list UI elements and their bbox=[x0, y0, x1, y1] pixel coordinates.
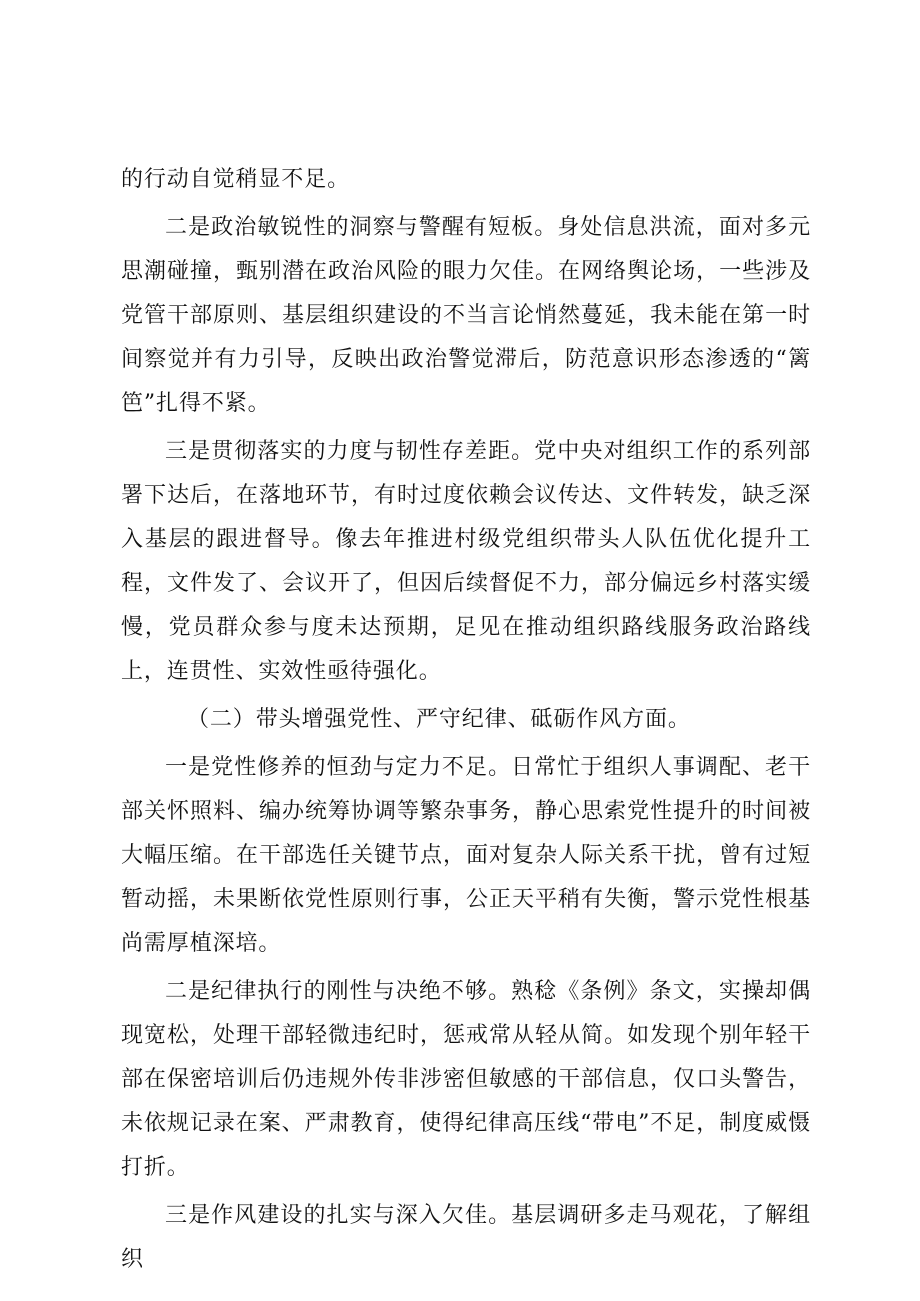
document-body bbox=[121, 158, 811, 1286]
paragraph-implementation: 三是贯彻落实的力度与韧性存差距。党中央对组织工作的系列部署下达后，在落地环节，有时过度依赖会议传达、文件转发，缺乏深入基层的跟进督导。像去年推进村级党组织带头人队伍优化提升工程，文件发了、会议开了，但因后续督促不力，部分偏远乡村落实缓慢，党员群众参与度未达预期，足见在推动组织路线服务政治路线上，连贯性、实效性亟待强化。 bbox=[121, 439, 811, 684]
paragraph-party-spirit: 一是党性修养的恒劲与定力不足。日常忙于组织人事调配、老干部关怀照料、编办统筹协调等繁杂事务，静心思索党性提升的时间被大幅压缩。在干部选任关键节点，面对复杂人际关系干扰，曾有过短暂动摇，未果断依党性原则行事，公正天平稍有失衡，警示党性根基尚需厚植深培。 bbox=[121, 755, 811, 956]
paragraph-continuation: 的行动自觉稍显不足。 bbox=[121, 167, 351, 192]
paragraph-political-sensitivity: 二是政治敏锐性的洞察与警醒有短板。身处信息洪流，面对多元思潮碰撞，甄别潜在政治风险的眼力欠佳。在网络舆论场，一些涉及党管干部原则、基层组织建设的不当言论悄然蔓延，我未能在第一时间察觉并有力引导，反映出政治警觉滞后，防范意识形态渗透的“篱笆”扎得不紧。 bbox=[121, 215, 811, 416]
paragraph-discipline: 二是纪律执行的刚性与决绝不够。熟稔《条例》条文，实操却偶现宽松，处理干部轻微违纪时，惩戒常从轻从简。如发现个别年轻干部在保密培训后仍违规外传非涉密但敏感的干部信息，仅口头警告，未依规记录在案、严肃教育，使得纪律高压线“带电”不足，制度威慑打折。 bbox=[121, 979, 811, 1180]
paragraph-work-style: 三是作风建设的扎实与深入欠佳。基层调研多走马观花，了解组织 bbox=[121, 1203, 811, 1272]
section-heading: （二）带头增强党性、严守纪律、砥砺作风方面。 bbox=[187, 707, 691, 732]
